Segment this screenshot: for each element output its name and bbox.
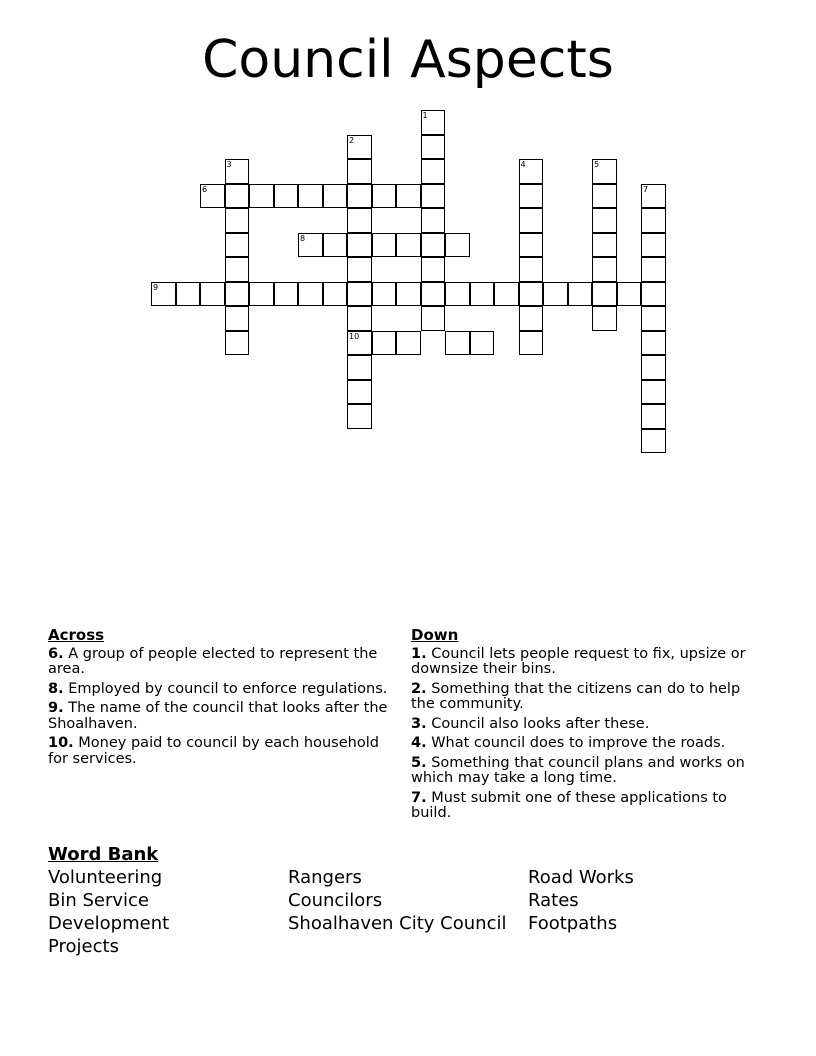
word-bank-item: Councilors (288, 890, 383, 911)
crossword-cell[interactable] (568, 282, 593, 307)
crossword-cell[interactable] (347, 233, 372, 258)
clue-number: 2. (411, 680, 427, 697)
crossword-cell[interactable] (641, 257, 666, 282)
crossword-cell[interactable] (592, 306, 617, 331)
crossword-cell[interactable] (494, 282, 519, 307)
clue-across-10 (48, 736, 393, 767)
crossword-cell[interactable] (151, 282, 176, 307)
crossword-cell[interactable] (274, 184, 299, 209)
word-bank-title: Word Bank (48, 844, 159, 865)
crossword-cell[interactable] (347, 282, 372, 307)
clue-down-3 (411, 717, 756, 733)
crossword-cell[interactable] (421, 159, 446, 184)
crossword-cell[interactable] (225, 233, 250, 258)
clue-number: 5. (411, 754, 427, 771)
clue-across-6 (48, 647, 393, 678)
word-bank-item: Projects (48, 936, 119, 957)
clue-down-4 (411, 736, 756, 752)
crossword-cell[interactable] (641, 355, 666, 380)
crossword-cell[interactable] (445, 331, 470, 356)
crossword-cell[interactable] (519, 257, 544, 282)
crossword-cell[interactable] (641, 404, 666, 429)
clue-number-label: 7 (643, 184, 649, 194)
down-clues (411, 628, 756, 826)
word-bank (48, 844, 768, 959)
crossword-cell[interactable] (519, 306, 544, 331)
word-bank-list (48, 867, 768, 959)
crossword-cell[interactable] (470, 282, 495, 307)
crossword-cell[interactable] (519, 331, 544, 356)
crossword-cell[interactable] (225, 184, 250, 209)
clue-text: Council lets people request to fix, upsize or downsize their bins. (411, 645, 746, 677)
clue-number: 9. (48, 700, 64, 716)
clue-number: 1. (411, 645, 427, 662)
clue-down-5 (411, 756, 756, 787)
clue-number-label: 2 (349, 135, 355, 145)
clue-across-9 (48, 701, 393, 732)
crossword-cell[interactable] (641, 184, 666, 209)
crossword-cell[interactable] (323, 282, 348, 307)
clue-down-7 (411, 791, 756, 822)
crossword-cell[interactable] (298, 184, 323, 209)
crossword-cell[interactable] (274, 282, 299, 307)
word-bank-item: Footpaths (528, 913, 618, 934)
crossword-cell[interactable] (543, 282, 568, 307)
crossword-cell[interactable] (200, 184, 225, 209)
crossword-cell[interactable] (225, 282, 250, 307)
crossword-cell[interactable] (347, 306, 372, 331)
clue-down-1 (411, 647, 756, 678)
crossword-cell[interactable] (617, 282, 642, 307)
clue-number: 7. (411, 789, 427, 806)
crossword-cell[interactable] (421, 257, 446, 282)
crossword-cell[interactable] (396, 282, 421, 307)
crossword-cell[interactable] (347, 355, 372, 380)
crossword-cell[interactable] (372, 282, 397, 307)
crossword-cell[interactable] (421, 282, 446, 307)
page-title: Council Aspects (202, 30, 614, 90)
crossword-cell[interactable] (421, 233, 446, 258)
word-bank-item: Volunteering (48, 867, 163, 888)
crossword-cell[interactable] (225, 159, 250, 184)
clue-number-label: 4 (520, 160, 526, 169)
crossword-cell[interactable] (641, 282, 666, 307)
crossword-cell[interactable] (641, 429, 666, 454)
clue-number-label: 5 (594, 160, 600, 169)
crossword-cell[interactable] (445, 282, 470, 307)
crossword-cell[interactable] (225, 208, 250, 233)
crossword-cell[interactable] (641, 380, 666, 405)
clue-number-label: 1 (422, 111, 428, 120)
crossword-cell[interactable] (347, 404, 372, 429)
crossword-cell[interactable] (347, 184, 372, 209)
crossword-cell[interactable] (592, 257, 617, 282)
clue-number-label: 10 (349, 331, 360, 341)
crossword-cell[interactable] (372, 331, 397, 356)
crossword-cell[interactable] (421, 184, 446, 209)
crossword-cell[interactable] (225, 257, 250, 282)
crossword-cell[interactable] (519, 233, 544, 258)
crossword-cell[interactable] (323, 184, 348, 209)
crossword-cell[interactable] (592, 208, 617, 233)
word-bank-item: Road Works (528, 867, 634, 888)
word-bank-item: Rates (528, 890, 579, 911)
crossword-cell[interactable] (298, 233, 323, 258)
across-heading: Across (48, 626, 105, 644)
crossword-cell[interactable] (249, 184, 274, 209)
crossword-cell[interactable] (592, 159, 617, 184)
crossword-cell[interactable] (421, 110, 446, 135)
clue-number: 6. (48, 645, 64, 662)
crossword-cell[interactable] (519, 159, 544, 184)
crossword-cell[interactable] (347, 159, 372, 184)
crossword-cell[interactable] (396, 233, 421, 258)
crossword-cell[interactable] (445, 233, 470, 258)
clue-text: Something that the citizens can do to help the community. (411, 680, 741, 712)
crossword-cell[interactable] (592, 184, 617, 209)
clue-number-label: 3 (226, 160, 232, 169)
crossword-cell[interactable] (200, 282, 225, 307)
clue-down-2 (411, 682, 756, 713)
crossword-cell[interactable] (347, 208, 372, 233)
word-bank-item: Development (48, 913, 170, 934)
crossword-cell[interactable] (421, 208, 446, 233)
crossword-cell[interactable] (372, 233, 397, 258)
clue-number-label: 6 (202, 184, 208, 194)
crossword-cell[interactable] (347, 257, 372, 282)
crossword-cell[interactable] (396, 184, 421, 209)
clue-number: 3. (411, 715, 427, 732)
word-bank-item: Shoalhaven City Council (288, 913, 507, 934)
clue-across-8 (48, 682, 393, 698)
word-bank-item: Rangers (288, 867, 362, 888)
crossword-cell[interactable] (519, 208, 544, 233)
clue-text: What council does to improve the roads. (431, 735, 726, 751)
crossword-cell[interactable] (176, 282, 201, 307)
across-clues (48, 628, 393, 771)
crossword-cell[interactable] (519, 282, 544, 307)
crossword-cell[interactable] (641, 233, 666, 258)
crossword-cell[interactable] (396, 331, 421, 356)
clue-text: Something that council plans and works on which may take a long time. (411, 754, 745, 786)
crossword-cell[interactable] (592, 233, 617, 258)
clue-number: 8. (48, 680, 64, 697)
crossword-cell[interactable] (641, 306, 666, 331)
crossword-cell[interactable] (347, 380, 372, 405)
clue-text: The name of the council that looks after the Shoalhaven. (48, 700, 388, 732)
crossword-cell[interactable] (323, 233, 348, 258)
down-heading: Down (411, 626, 459, 644)
crossword-cell[interactable] (421, 135, 446, 160)
crossword-cell[interactable] (347, 135, 372, 160)
crossword-grid (0, 0, 816, 470)
crossword-cell[interactable] (225, 331, 250, 356)
crossword-cell[interactable] (470, 331, 495, 356)
word-bank-item: Bin Service (48, 890, 150, 911)
crossword-cell[interactable] (519, 184, 544, 209)
crossword-cell[interactable] (298, 282, 323, 307)
clue-number: 10. (48, 735, 74, 751)
clue-text: Council also looks after these. (431, 715, 650, 732)
crossword-cell[interactable] (249, 282, 274, 307)
crossword-cell[interactable] (641, 331, 666, 356)
crossword-cell[interactable] (592, 282, 617, 307)
clue-text: Employed by council to enforce regulations. (68, 680, 388, 697)
clue-text: A group of people elected to represent the area. (48, 645, 378, 677)
clue-text: Must submit one of these applications to build. (411, 789, 727, 821)
clue-number: 4. (411, 735, 427, 751)
crossword-cell[interactable] (372, 184, 397, 209)
crossword-cell[interactable] (347, 331, 372, 356)
crossword-cell[interactable] (225, 306, 250, 331)
crossword-cell[interactable] (641, 208, 666, 233)
clue-number-label: 9 (153, 282, 159, 292)
crossword-cell[interactable] (421, 306, 446, 331)
clue-text: Money paid to council by each household for services. (48, 735, 379, 767)
clue-number-label: 8 (300, 233, 306, 243)
